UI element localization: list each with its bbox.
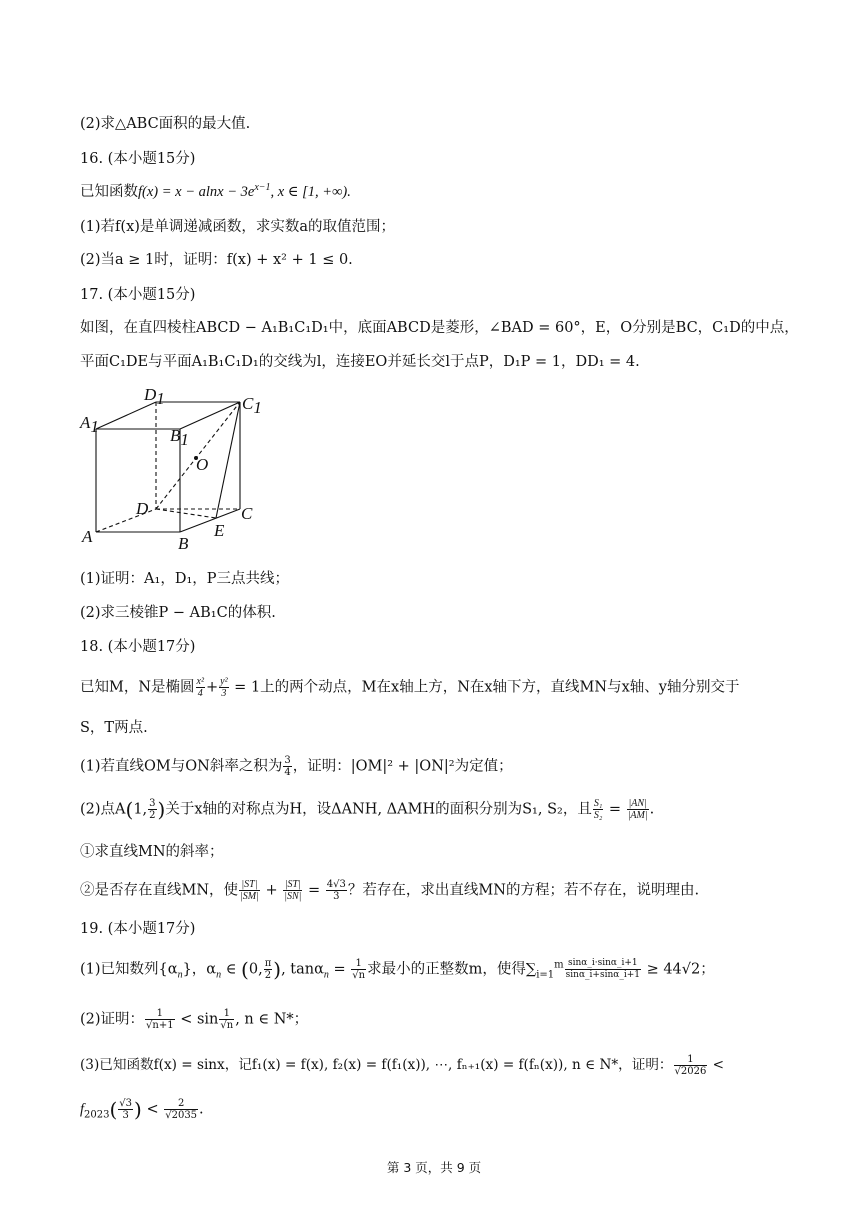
q19-part1: (1)已知数列$\{\alpha_n\}$，$\alpha_n$ ∈ (0, $\frac{\pi}{2}$ ), tanα$_n$ = $\frac{1}{√n}$ 求最小的正整数m，使得$\sum_{i=1}^m$ $\frac{\sin\alpha\_i\cdot\sin\alpha\_i+1}{\sin\alpha\_i+\sin\alpha\_i+1}$ ≥ 44√2； bbox=[80, 957, 715, 982]
q16-header: 16. (本小题15分) bbox=[80, 151, 196, 167]
q17-stem-line1: 如图，在直四棱柱ABCD − A₁B₁C₁D₁中，底面ABCD是菱形，∠BAD = 60°，E，O分别是BC，C₁D的中点， bbox=[80, 320, 799, 336]
q18-sub2: ②是否存在直线MN，使 $\frac{|ST|}{|SM|}$ + $\frac{|ST|}{|SN|}$ = $\frac{4√3}{3}$ ？若存在，求出直线MN的方程；若不存在，说明理由. bbox=[80, 879, 700, 902]
q15-part2: (2)求△ABC面积的最大值. bbox=[80, 116, 251, 132]
q18-sub1: ①求直线MN的斜率； bbox=[80, 844, 224, 860]
q19-part2: (2)证明： $\frac{1}{√n+1}$ < sin $\frac{1}{√n}$ , n ∈ N*； bbox=[80, 1008, 309, 1031]
q18-header: 18. (本小题17分) bbox=[80, 639, 196, 655]
q18-stem-line1: 已知M，N是椭圆 $\frac{\text{x²}}{4}$ + $\frac{\text{y²}}{3}$ = 1上的两个动点，M在x轴上方，N在x轴下方，直线MN与x轴、y轴分别交于 bbox=[80, 676, 740, 699]
q17-header: 17. (本小题15分) bbox=[80, 287, 196, 303]
q16-part1: (1)若f(x)是单调递减函数，求实数a的取值范围； bbox=[80, 219, 396, 235]
label-e: E bbox=[214, 521, 225, 540]
label-c1: C1 bbox=[242, 394, 262, 417]
q16-part2: (2)当a ≥ 1时，证明：f(x) + x² + 1 ≤ 0. bbox=[80, 252, 353, 268]
q17-part1: (1)证明：A₁，D₁，P三点共线； bbox=[80, 571, 290, 587]
q17-part2: (2)求三棱锥P − AB₁C的体积. bbox=[80, 605, 276, 621]
page-footer: 第 3 页，共 9 页 bbox=[386, 1160, 482, 1175]
label-a1: A1 bbox=[80, 413, 99, 436]
q17-stem-line2: 平面C₁DE与平面A₁B₁C₁D₁的交线为l，连接EO并延长交l于点P，D₁P = 1，DD₁ = 4. bbox=[80, 354, 640, 370]
label-c: C bbox=[241, 504, 253, 523]
prism-figure bbox=[78, 382, 278, 552]
label-d1: D1 bbox=[144, 385, 165, 408]
label-b: B bbox=[178, 534, 189, 552]
q18-part1: (1)若直线OM与ON斜率之积为 $\frac{3}{4}$ ，证明：|OM|² + |ON|²为定值； bbox=[80, 755, 513, 778]
q18-stem-line2: S，T两点. bbox=[80, 720, 148, 736]
q19-part3: (3)已知函数f(x) = sinx，记f₁(x) = f(x), f₂(x) = f(f₁(x)), ⋯, fₙ₊₁(x) = f(fₙ(x)), n ∈ N*，证明： $\frac{1}{√2026}$ < bbox=[80, 1054, 725, 1077]
label-b1: B1 bbox=[170, 426, 189, 449]
q18-part2: (2)点A(1, $\frac{3}{2}$ )关于x轴的对称点为H，设ΔANH, ΔAMH的面积分别为S₁, S₂，且 $\frac{\text{S₁}}{\text{S₂}}$ = $\frac{|AN|}{|AM|}$ . bbox=[80, 797, 655, 822]
label-o: O bbox=[196, 455, 209, 474]
q16-stem: 已知函数$f(x) = x - alnx - 3e^{x-1}$, x ∈ [1, +∞). bbox=[80, 182, 351, 200]
label-d: D bbox=[136, 499, 149, 518]
q19-part3-line2: $f_{2023}$( $\frac{√3}{3}$ ) < $\frac{2}{√2035}$ . bbox=[80, 1097, 204, 1122]
q19-header: 19. (本小题17分) bbox=[80, 921, 196, 937]
label-a: A bbox=[82, 527, 93, 546]
